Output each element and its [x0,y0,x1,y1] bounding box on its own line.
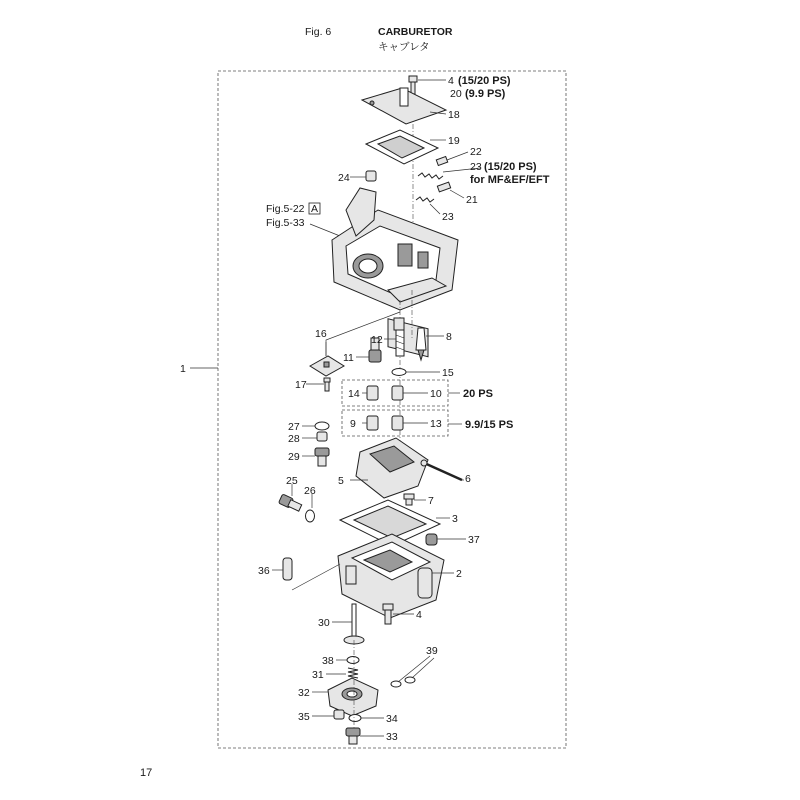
callout-34: 34 [386,713,398,725]
callout-29: 29 [288,451,300,463]
callout-20: 20 [450,88,462,100]
callout-16: 16 [315,328,327,340]
callout-23-note: (15/20 PS) [484,161,537,173]
callout-4-top: 4 [448,75,454,87]
part-21-screw [437,182,450,192]
callout-6: 6 [465,473,471,485]
part-9-pilot-jet [367,416,378,430]
callout-20-note: (9.9 PS) [465,88,506,100]
part-34-washer [349,715,361,722]
part-26-washer [306,510,315,522]
callout-18: 18 [448,109,460,121]
callout-21: 21 [466,194,478,206]
part-13-main-jet [392,416,403,430]
leader-36-to-body [292,564,340,590]
callout-30: 30 [318,617,330,629]
part-4-screw-top [409,76,417,94]
callout-1: 1 [180,363,186,375]
callout-17: 17 [295,379,307,391]
callout-36: 36 [258,565,270,577]
part-10-main-jet [392,386,403,400]
part-33-drain-bolt [346,728,360,744]
part-39-washer-b [405,677,415,683]
part-31-spring [348,668,358,678]
callout-11: 11 [343,352,354,364]
part-7-screw [404,494,414,505]
group-label-20ps: 20 PS [463,388,493,400]
part-30-diaphragm-rod [344,604,364,644]
part-27-clip [315,422,329,430]
callout-32: 32 [298,687,310,699]
part-24-plug [366,171,376,181]
callout-10: 10 [430,388,442,400]
callout-12: 12 [371,334,383,346]
callout-19: 19 [448,135,460,147]
part-39-washer-a [391,681,401,687]
callout-38: 38 [322,655,334,667]
callout-2: 2 [456,568,462,580]
callout-3: 3 [452,513,458,525]
callout-4-lower: 4 [416,609,422,621]
figure-title-japanese: キャブレタ [378,41,430,53]
callout-33: 33 [386,731,398,743]
figure-label: Fig. 6 [305,26,332,38]
part-12-main-nozzle [394,318,404,356]
part-29-drain-screw [315,448,329,466]
callout-28: 28 [288,433,300,445]
leader-21 [450,190,464,198]
part-14-pilot-jet [367,386,378,400]
part-35-screw [334,710,344,719]
callout-23-lower: 23 [442,211,454,223]
ref-fig5-22: Fig.5-22 [266,203,305,215]
callout-23-upper: 23 [470,161,482,173]
callout-22: 22 [470,146,482,158]
page-number: 17 [140,767,153,779]
part-17-screw [324,378,330,391]
callout-4-note: (15/20 PS) [458,75,511,87]
part-36-pin [283,558,292,580]
part-19-gasket [366,130,438,164]
callout-7: 7 [428,495,434,507]
group-label-9-9-15ps: 9.9/15 PS [465,419,514,431]
callout-5: 5 [338,475,344,487]
callout-27: 27 [288,421,300,433]
figure-title: CARBURETOR [378,26,453,38]
part-5-float [356,438,428,498]
part-23-spring-lower [416,197,434,202]
part-28-collar [317,432,327,441]
leader-23-lower [430,204,440,214]
part-18-cover-plate [362,88,446,124]
leader-fig-ref [310,224,340,236]
part-38-o-ring [347,657,359,664]
callout-24: 24 [338,172,350,184]
part-22-screw [436,156,447,165]
ref-fig5-33: Fig.5-33 [266,217,305,229]
callout-23-note-models: for MF&EF/EFT [470,174,550,186]
callout-15: 15 [442,367,454,379]
callout-8: 8 [446,331,452,343]
callout-39: 39 [426,645,438,657]
callout-26: 26 [304,485,316,497]
callout-9: 9 [350,418,356,430]
part-16-bracket [310,356,344,376]
ref-fig5-22-box: A [311,203,319,215]
part-6-float-pin [421,460,462,480]
callout-31: 31 [312,669,324,681]
part-15-o-ring [392,369,406,376]
part-23-spring-upper [418,173,443,179]
callout-13: 13 [430,418,442,430]
callout-14: 14 [348,388,360,400]
part-25-screw [278,494,301,511]
leader-22 [447,152,468,160]
callout-37: 37 [468,534,480,546]
part-4-screw-lower [383,604,393,624]
callout-35: 35 [298,711,310,723]
callout-25: 25 [286,475,298,487]
part-37-plug [426,534,437,545]
